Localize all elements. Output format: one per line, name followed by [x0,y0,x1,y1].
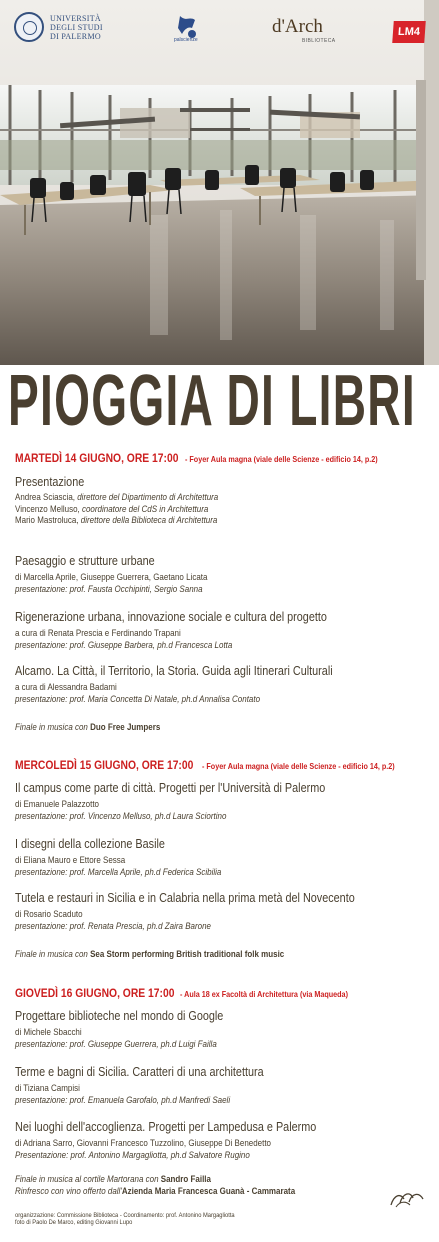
music-prefix: Finale in musica al cortile Martorana con [15,1174,161,1184]
intro-line [15,492,218,504]
event-authors: di Michele Sbacchi [15,1027,82,1037]
refreshment-prefix: Rinfresco con vino offerto dall' [15,1185,122,1196]
speaker-role: direttore del Dipartimento di Architettura [77,492,219,502]
event-block [15,891,410,932]
day-heading [15,451,409,467]
cala-logo-icon [388,1187,426,1209]
event-title: Nei luoghi dell'accoglienza. Progetti per Lampedusa e Palermo [15,1120,317,1134]
event-presenters: presentazione: prof. Renata Prescia, ph.d Zaira Barone [15,920,211,931]
event-presenters: presentazione: prof. Fausta Occhipinti, Sergio Sanna [15,583,203,594]
day-date: MERCOLEDÌ 15 GIUGNO, ORE 17:00 [15,758,194,772]
music-band: Sandro Failla [160,1174,211,1184]
music-note [15,949,328,961]
university-seal-icon [14,12,44,42]
event-authors: di Adriana Sarro, Giovanni Francesco Tuzzolino, Giuseppe Di Benedetto [15,1138,271,1148]
event-title: Progettare biblioteche nel mondo di Google [15,1009,224,1023]
event-title: I disegni della collezione Basile [15,837,165,851]
music-band: Sea Storm performing British traditional folk music [90,949,285,959]
music-note [15,1174,341,1197]
event-presenters: presentazione: prof. Emanuela Garofalo, ph.d Manfredi Saeli [15,1094,231,1105]
event-presenters: presentazione: prof. Maria Concetta Di Natale, ph.d Annalisa Contato [15,693,261,704]
event-title: Presentazione [15,475,85,489]
palermo-logo-label: palscienze [174,37,198,43]
footer-organization: organizzazione: Commissione Biblioteca - Coordinamento: prof. Antonino Margagliotta [15,1212,235,1219]
music-prefix: Finale in musica con [15,949,91,959]
event-title: Paesaggio e strutture urbane [15,554,155,568]
event-authors: di Eliana Mauro e Ettore Sessa [15,855,126,865]
event-title: Terme e bagni di Sicilia. Caratteri di una architettura [15,1065,264,1079]
event-title: Il campus come parte di città. Progetti per l'Università di Palermo [15,781,326,795]
speaker-name: Andrea Sciascia, [15,492,78,502]
music-band: Duo Free Jumpers [90,722,161,732]
day-date: GIOVEDÌ 16 GIUGNO, ORE 17:00 [15,986,175,1000]
speaker-name: Mario Mastroluca, [15,515,81,525]
event-block [15,781,376,822]
intro-block [15,475,251,527]
music-note [15,722,184,734]
darch-logo-subtitle: BIBLIOTECA [302,38,336,44]
page-title: PIOGGIA DI LIBRI [8,361,416,441]
event-block [15,837,255,878]
day-venue: - Aula 18 ex Facoltà di Architettura (via Maqueda) [180,989,349,999]
day-date: MARTEDÌ 14 GIUGNO, ORE 17:00 [15,451,179,465]
university-logo-line: UNIVERSITÀ [50,14,101,23]
university-logo [14,12,164,48]
title-band [0,361,439,445]
event-authors: a cura di Alessandra Badami [15,682,117,692]
speaker-name: Vincenzo Melluso, [15,503,82,514]
footer-credits: foto di Paolo De Marco, editing Giovanni Lupo [15,1219,133,1226]
lm4-logo: LM4 [392,21,426,43]
darch-logo-text: d'Arch [272,16,323,37]
event-title: Rigenerazione urbana, innovazione sociale e cultura del progetto [15,610,327,624]
music-prefix: Finale in musica con [15,722,91,732]
event-authors: di Marcella Aprile, Giuseppe Guerrera, Gaetano Licata [15,572,208,582]
event-presenters: Presentazione: prof. Antonino Margagliotta, ph.d Salvatore Rugino [15,1149,250,1160]
event-authors: di Tiziana Campisi [15,1083,80,1093]
day-heading [15,986,376,1002]
event-presenters: presentazione: prof. Vincenzo Melluso, ph.d Laura Sciortino [15,810,227,821]
speaker-role: coordinatore del CdS in Architettura [81,503,209,514]
event-block [15,610,378,651]
day-venue: - Foyer Aula magna (viale delle Scienze - edificio 14, p.2) [202,761,396,771]
event-authors: a cura di Renata Prescia e Ferdinando Trapani [15,628,181,638]
speaker-role: direttore della Biblioteca di Architettura [80,515,218,525]
day-heading [15,758,426,774]
refreshment-sponsor: Azienda Maria Francesca Guanà - Cammarata [121,1185,296,1196]
event-title: Tutela e restauri in Sicilia e in Calabria nella prima metà del Novecento [15,891,355,905]
event-block [15,664,384,705]
hero-photo [0,0,439,365]
event-block [15,1065,304,1106]
reading-room-image [0,0,439,365]
event-authors: di Emanuele Palazzotto [15,799,100,809]
event-presenters: presentazione: prof. Giuseppe Barbera, ph.d Francesca Lotta [15,639,233,650]
event-block [15,554,239,595]
university-logo-line: DEGLI STUDI [50,23,103,32]
intro-line [15,504,218,516]
event-block [15,1120,365,1161]
event-block [15,1009,257,1050]
event-title: Alcamo. La Città, il Territorio, la Storia. Guida agli Itinerari Culturali [15,664,333,678]
intro-line [15,515,218,527]
event-authors: di Rosario Scaduto [15,909,83,919]
darch-library-logo [272,16,352,46]
event-presenters: presentazione: prof. Giuseppe Guerrera, ph.d Luigi Failla [15,1038,217,1049]
event-presenters: presentazione: prof. Marcella Aprile, ph.d Federica Scibilia [15,866,222,877]
palermo-logo [170,12,204,46]
university-logo-line: DI PALERMO [50,32,101,41]
day-venue: - Foyer Aula magna (viale delle Scienze - edificio 14, p.2) [185,454,378,464]
